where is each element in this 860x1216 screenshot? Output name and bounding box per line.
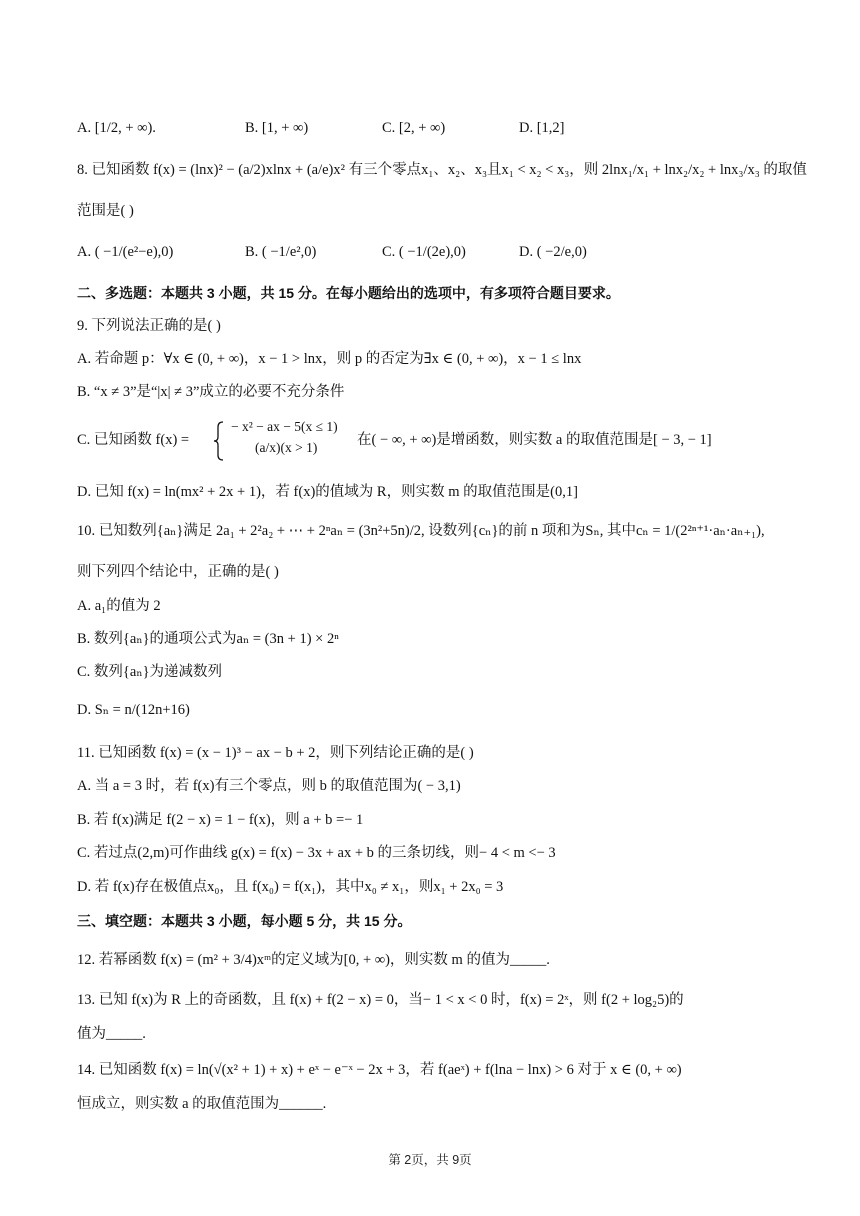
option-b: B. ( −1/e²,0) xyxy=(245,244,317,260)
q10-option-b: B. 数列{aₙ}的通项公式为aₙ = (3n + 1) × 2ⁿ xyxy=(77,631,339,647)
q9-option-b: B. “x ≠ 3”是“|x| ≠ 3”成立的必要不充分条件 xyxy=(77,384,345,400)
q9-stem: 9. 下列说法正确的是( ) xyxy=(77,318,221,334)
q10-stem: 10. 已知数列{aₙ}满足 2a₁ + 2²a₂ + ⋯ + 2ⁿaₙ = (3n²+5n)/2, 设数列{cₙ}的前 n 项和为Sₙ, 其中cₙ = 1/(2²ⁿ⁺¹·aₙ·aₙ₊₁), xyxy=(77,523,765,539)
q11-option-d: D. 若 f(x)存在极值点x₀，且 f(x₀) = f(x₁)，其中x₀ ≠ x₁，则x₁ + 2x₀ = 3 xyxy=(77,879,504,895)
section-3-title: 三、填空题：本题共 3 小题，每小题 5 分，共 15 分。 xyxy=(77,913,412,929)
option-c: C. ( −1/(2e),0) xyxy=(382,244,466,260)
q9-c-suffix: 在( − ∞, + ∞)是增函数，则实数 a 的取值范围是[ − 3, − 1] xyxy=(357,432,712,448)
q9-c-piece-1: − x² − ax − 5(x ≤ 1) xyxy=(231,419,338,434)
option-c: C. [2, + ∞) xyxy=(382,120,446,136)
page-footer: 第 2页，共 9页 xyxy=(388,1153,472,1167)
q11-option-c: C. 若过点(2,m)可作曲线 g(x) = f(x) − 3x + ax + b 的三条切线，则− 4 < m <− 3 xyxy=(77,845,556,861)
q13: 13. 已知 f(x)为 R 上的奇函数，且 f(x) + f(2 − x) = 0，当− 1 < x < 0 时，f(x) = 2ˣ，则 f(2 + log₂5)的 xyxy=(77,992,684,1008)
q14: 14. 已知函数 f(x) = ln(√(x² + 1) + x) + eˣ − e⁻ˣ − 2x + 3，若 f(aeˣ) + f(lna − lnx) > 6 对于 x ∈ (0, + ∞) xyxy=(77,1062,682,1078)
option-a: A. ( −1/(e²−e),0) xyxy=(77,244,174,260)
q13-cont: 值为_____. xyxy=(77,1026,146,1042)
section-2-title: 二、多选题：本题共 3 小题，共 15 分。在每小题给出的选项中，有多项符合题目要求。 xyxy=(77,285,620,301)
q10-option-a: A. a₁的值为 2 xyxy=(77,598,161,614)
option-d: D. ( −2/e,0) xyxy=(519,244,587,260)
q9-option-d: D. 已知 f(x) = ln(mx² + 2x + 1)，若 f(x)的值域为 R，则实数 m 的取值范围是(0,1] xyxy=(77,484,578,500)
q11-option-b: B. 若 f(x)满足 f(2 − x) = 1 − f(x)，则 a + b =− 1 xyxy=(77,812,364,828)
q9-c-prefix: C. 已知函数 f(x) = xyxy=(77,432,190,448)
option-b: B. [1, + ∞) xyxy=(245,120,309,136)
q10-option-d: D. Sₙ = n/(12n+16) xyxy=(77,702,190,718)
q12: 12. 若幂函数 f(x) = (m² + 3/4)xᵐ的定义域为[0, + ∞)，则实数 m 的值为_____. xyxy=(77,952,550,968)
q8-options xyxy=(77,242,790,262)
q9-c-piece-2: (a/x)(x > 1) xyxy=(255,440,318,455)
q11-stem: 11. 已知函数 f(x) = (x − 1)³ − ax − b + 2，则下列结论正确的是( ) xyxy=(77,745,474,761)
q10-stem-cont: 则下列四个结论中，正确的是( ) xyxy=(77,564,279,580)
q8-stem-cont: 范围是( ) xyxy=(77,203,134,219)
brace-icon xyxy=(213,421,225,461)
q8-stem: 8. 已知函数 f(x) = (lnx)² − (a/2)xlnx + (a/e)x² 有三个零点x₁、x₂、x₃且x₁ < x₂ < x₃，则 2lnx₁/x₁ + lnx₂/x₂ + lnx₃/x₃ 的取值 xyxy=(77,162,807,178)
q10-option-c: C. 数列{aₙ}为递减数列 xyxy=(77,664,223,680)
q11-option-a: A. 当 a = 3 时，若 f(x)有三个零点，则 b 的取值范围为( − 3,1) xyxy=(77,778,461,794)
option-a: A. [1/2, + ∞). xyxy=(77,120,156,136)
q7-options xyxy=(77,118,790,138)
q14-cont: 恒成立，则实数 a 的取值范围为______. xyxy=(77,1096,327,1112)
option-d: D. [1,2] xyxy=(519,120,565,136)
q9-option-a: A. 若命题 p：∀x ∈ (0, + ∞)，x − 1 > lnx，则 p 的否定为∃x ∈ (0, + ∞)，x − 1 ≤ lnx xyxy=(77,351,582,367)
